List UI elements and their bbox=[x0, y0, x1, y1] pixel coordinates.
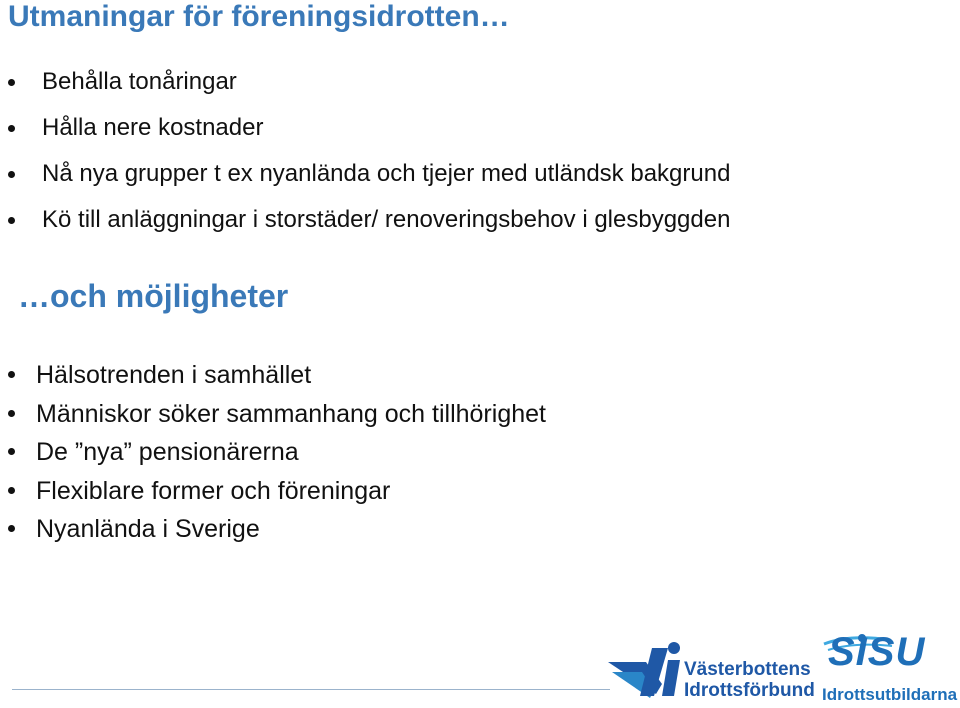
list-item bbox=[0, 356, 546, 395]
bullet-icon bbox=[8, 525, 15, 532]
section-subtitle: …och möjligheter bbox=[18, 278, 289, 314]
bullet-icon bbox=[8, 125, 15, 132]
list-item-text: Hälsotrenden i samhället bbox=[36, 361, 312, 389]
sisu-logo-mark: SISU bbox=[828, 630, 926, 674]
bullet-icon bbox=[8, 487, 15, 494]
bullet-icon bbox=[8, 79, 15, 86]
list-item-text: Behålla tonåringar bbox=[42, 68, 237, 95]
list-item-text: Flexiblare former och föreningar bbox=[36, 476, 391, 505]
footer-divider bbox=[12, 689, 610, 690]
slide-title: Utmaningar för föreningsidrotten… bbox=[8, 0, 510, 33]
bullet-icon bbox=[8, 410, 15, 417]
list-item bbox=[0, 510, 546, 549]
list-item bbox=[0, 154, 730, 200]
list-item-text: De ”nya” pensionärerna bbox=[36, 438, 299, 466]
list-item bbox=[0, 108, 730, 154]
list-item-text: Nyanlända i Sverige bbox=[36, 515, 260, 543]
opportunities-list bbox=[0, 356, 546, 549]
list-item-text: Människor söker sammanhang och tillhörighet bbox=[36, 399, 546, 428]
bullet-icon bbox=[8, 171, 15, 178]
list-item-text: Hålla nere kostnader bbox=[42, 114, 264, 141]
list-item bbox=[0, 62, 730, 108]
sisu-logo-subtitle: Idrottsutbildarna bbox=[822, 685, 958, 704]
list-item bbox=[0, 200, 730, 246]
bullet-icon bbox=[8, 217, 15, 224]
bullet-icon bbox=[8, 371, 15, 378]
list-item-text: Kö till anläggningar i storstäder/ renoveringsbehov i glesbyggden bbox=[42, 206, 731, 233]
list-item bbox=[0, 395, 546, 434]
vasterbotten-logo-text: Västerbottens Idrottsförbund bbox=[684, 659, 815, 701]
list-item-text: Nå nya grupper t ex nyanlända och tjejer med utländsk bakgrund bbox=[42, 160, 731, 187]
challenges-list bbox=[0, 62, 730, 246]
bullet-icon bbox=[8, 448, 15, 455]
list-item bbox=[0, 472, 546, 511]
list-item bbox=[0, 433, 546, 472]
